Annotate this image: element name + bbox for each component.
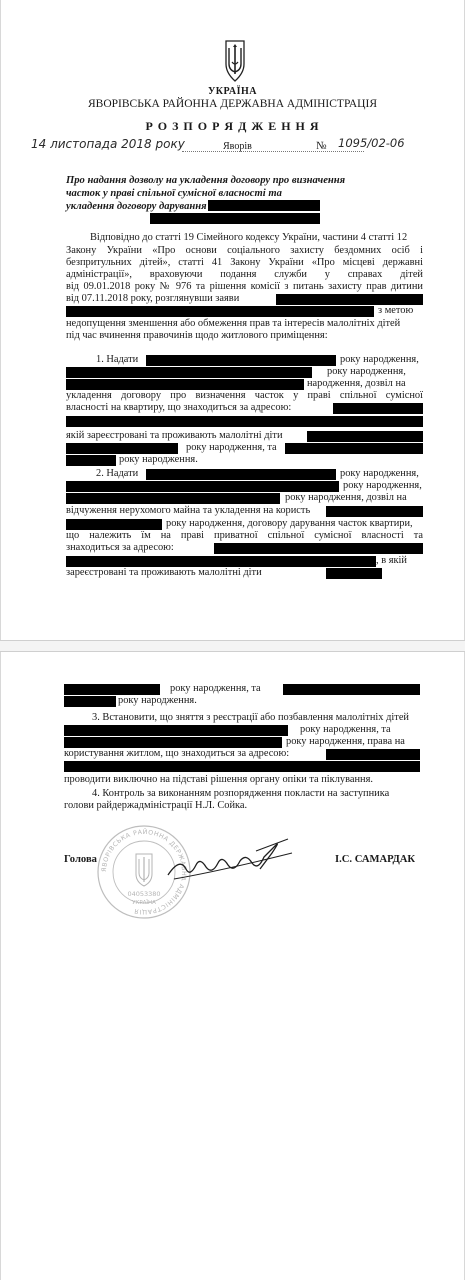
- redaction: [326, 749, 420, 760]
- redaction: [64, 761, 420, 772]
- item-2-line: відчуження нерухомого майна та укладення на користь: [66, 505, 311, 516]
- item-1-line: народження, дозвіл на: [307, 378, 406, 389]
- continuation-line: року народження.: [118, 695, 197, 706]
- stamp-country: УКРАЇНА: [132, 900, 156, 906]
- item-3-line: користування житлом, що знаходиться за адресою:: [64, 748, 290, 759]
- item-3-line: року народження, права на: [286, 736, 405, 747]
- redaction: [333, 403, 423, 414]
- city-label: Яворів: [223, 141, 252, 152]
- item-4-line: 4. Контроль за виконанням розпорядження покласти на заступника: [92, 788, 390, 799]
- subject-line-2: часток у праві спільної сумісної власності та: [66, 188, 282, 199]
- item-2-line: знаходиться за адресою:: [66, 542, 174, 553]
- redaction: [326, 506, 423, 517]
- handwritten-signature: [160, 835, 300, 885]
- item-3-line: 3. Встановити, що зняття з реєстрації або позбавлення малолітніх дітей: [92, 712, 409, 723]
- number-handwritten: 1095/02-06: [338, 136, 405, 150]
- item-2-line: року народження, договору дарування часток квартири,: [166, 518, 413, 529]
- paragraph-line: від 07.11.2018 року, розглянувши заяви: [66, 293, 240, 304]
- paragraph-line: від 09.01.2018 року № 976 та рішення комісії з питань захисту прав дитини: [66, 281, 423, 292]
- document-page-2: [0, 652, 465, 1280]
- item-1-line: власності на квартиру, що знаходиться за адресою:: [66, 402, 292, 413]
- item-1-line: року народження.: [119, 454, 198, 465]
- item-3-line: проводити виключно на підставі рішення органу опіки та піклування.: [64, 774, 373, 785]
- item-2-line: , в якій: [376, 555, 407, 566]
- number-sign: №: [316, 140, 327, 152]
- redaction: [66, 443, 178, 454]
- paragraph-line: адміністрації», враховуючи подання служби у справах дітей: [66, 269, 423, 280]
- paragraph-line: безпритульних дітей», статті 41 Закону України «Про місцеві державні: [66, 257, 423, 268]
- paragraph-line: під час вчинення правочинів щодо житлового приміщення:: [66, 330, 328, 341]
- redaction: [66, 493, 280, 504]
- signatory-position: Голова: [64, 854, 97, 865]
- stamp-ring-text: ЯВОРІВСЬКА РАЙОННА ДЕРЖАВНА АДМІНІСТРАЦІЯ: [100, 828, 188, 916]
- redaction: [307, 431, 423, 442]
- redaction: [276, 294, 423, 305]
- item-1-line: року народження, та: [186, 442, 277, 453]
- redaction: [208, 200, 320, 211]
- item-1-line: якій зареєстровані та проживають малолітні діти: [66, 430, 283, 441]
- paragraph-line: з метою: [378, 305, 414, 316]
- signatory-name: І.С. САМАРДАК: [335, 854, 416, 865]
- stamp-coat-of-arms-icon: [136, 854, 152, 886]
- item-2-line: року народження, дозвіл на: [285, 492, 407, 503]
- redaction: [64, 737, 282, 748]
- redaction: [64, 684, 160, 695]
- item-1-line: укладення договору про визначення часток у праві спільної сумісної: [66, 390, 423, 401]
- redaction: [326, 568, 382, 579]
- continuation-line: року народження, та: [170, 683, 261, 694]
- redaction: [66, 416, 423, 427]
- page-separator: [0, 640, 465, 652]
- page-edge-left: [0, 652, 1, 1280]
- redaction: [214, 543, 423, 554]
- stamp-code: 04053380: [127, 890, 161, 898]
- redaction: [285, 443, 423, 454]
- coat-of-arms-icon: [225, 40, 245, 82]
- redaction: [146, 469, 336, 480]
- item-2-line: що належить їм на праві приватної спільної сумісної власності та: [66, 530, 423, 541]
- document-type-title: Р О З П О Р Я Д Ж Е Н Н Я: [145, 119, 320, 133]
- date-dotted-line: [182, 151, 364, 152]
- subject-line-3: укладення договору дарування: [66, 201, 207, 212]
- redaction: [64, 696, 116, 707]
- redaction: [66, 367, 312, 378]
- administration-title: ЯВОРІВСЬКА РАЙОННА ДЕРЖАВНА АДМІНІСТРАЦІЯ: [88, 98, 377, 110]
- subject-line-1: Про надання дозволу на укладення договору про визначення: [66, 175, 346, 186]
- item-1-line: 1. Надати: [96, 354, 139, 365]
- date-handwritten: 14 листопада 2018 року: [31, 137, 185, 151]
- paragraph-line: Закону України «Про основи соціального захисту бездомних осіб і: [66, 245, 423, 256]
- paragraph-line: Відповідно до статті 19 Сімейного кодексу України, частини 4 статті 12: [90, 232, 408, 243]
- item-3-line: року народження, та: [300, 724, 391, 735]
- item-2-line: 2. Надати: [96, 468, 139, 479]
- country-title: УКРАЇНА: [207, 86, 258, 97]
- redaction: [66, 306, 374, 317]
- redaction: [150, 213, 320, 224]
- redaction: [66, 481, 339, 492]
- redaction: [64, 725, 288, 736]
- redaction: [66, 519, 162, 530]
- item-2-line: року народження,: [343, 480, 422, 491]
- redaction: [66, 455, 116, 466]
- redaction: [283, 684, 420, 695]
- item-1-line: року народження,: [340, 354, 419, 365]
- item-4-line: голови райдержадміністрації Н.Л. Сойка.: [64, 800, 248, 811]
- paragraph-line: недопущення зменшення або обмеження прав та інтересів малолітніх дітей: [66, 318, 401, 329]
- item-2-line: року народження,: [340, 468, 419, 479]
- redaction: [146, 355, 336, 366]
- item-1-line: року народження,: [327, 366, 406, 377]
- redaction: [66, 379, 304, 390]
- redaction: [66, 556, 376, 567]
- item-2-line: зареєстровані та проживають малолітні діти: [66, 567, 262, 578]
